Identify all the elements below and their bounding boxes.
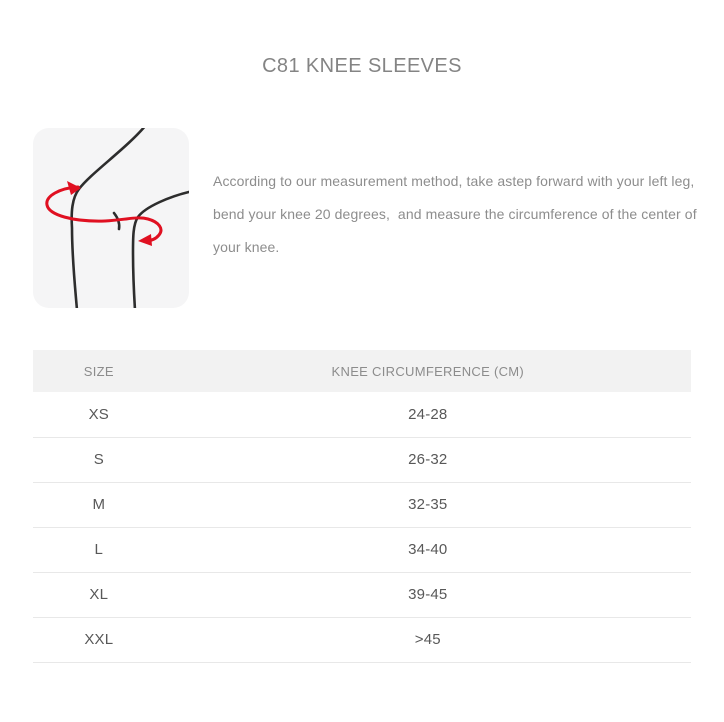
table-row [33, 617, 691, 662]
table-row [33, 572, 691, 617]
table-row [33, 482, 691, 527]
size-chart-table [33, 350, 691, 663]
description-line-3: your knee. [213, 239, 280, 255]
measurement-description [213, 128, 697, 264]
knee-measurement-icon [33, 128, 189, 308]
size-cell: XXL [33, 617, 165, 662]
table-row [33, 527, 691, 572]
size-cell: S [33, 437, 165, 482]
column-header-circumference: KNEE CIRCUMFERENCE (CM) [165, 350, 691, 392]
circumference-cell: >45 [165, 617, 691, 662]
page-title: C81 KNEE SLEEVES [262, 55, 462, 77]
table-row [33, 392, 691, 437]
circumference-cell: 24-28 [165, 392, 691, 437]
knee-illustration-card [33, 128, 189, 308]
table-row [33, 437, 691, 482]
size-cell: M [33, 482, 165, 527]
circumference-cell: 39-45 [165, 572, 691, 617]
circumference-cell: 26-32 [165, 437, 691, 482]
description-line-2: bend your knee 20 degrees, and measure the circumference of the center of [213, 206, 697, 222]
measurement-guide [33, 128, 697, 308]
size-cell: XS [33, 392, 165, 437]
measure-arrow-icon [47, 181, 161, 246]
circumference-cell: 34-40 [165, 527, 691, 572]
size-cell: L [33, 527, 165, 572]
size-chart-header [33, 350, 691, 392]
circumference-cell: 32-35 [165, 482, 691, 527]
header-row [33, 350, 691, 392]
description-line-1: According to our measurement method, take astep forward with your left leg, [213, 173, 695, 189]
size-cell: XL [33, 572, 165, 617]
size-chart-body [33, 392, 691, 662]
column-header-size: SIZE [33, 350, 165, 392]
